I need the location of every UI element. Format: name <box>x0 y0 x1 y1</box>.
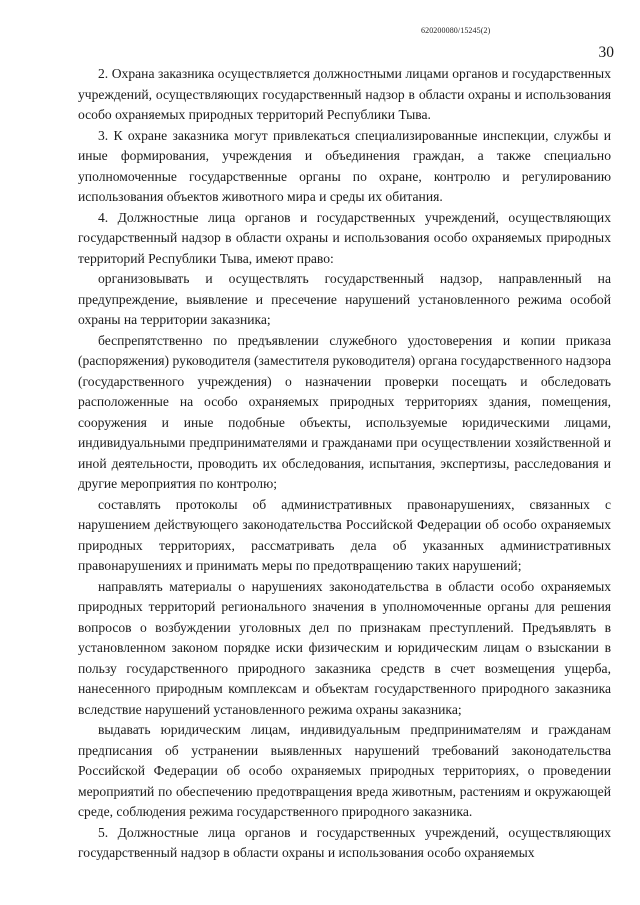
page-number: 30 <box>598 44 614 61</box>
paragraph-4-right-organize: организовывать и осуществлять государственный надзор, направленный на предупреждение, выявление и пресечение нарушений установленного режима особой охраны на территории заказника; <box>78 271 611 327</box>
document-code: 620200080/15245(2) <box>421 26 491 35</box>
paragraph-4-right-protocols: составлять протоколы об административных правонарушениях, связанных с нарушением действующего законодательства Российской Федерации об особо охраняемых природных территориях, рассматривать дела об указанных административных правонарушениях и принимать меры по предотвращению таких нарушений; <box>78 496 611 573</box>
paragraph-4-right-orders: выдавать юридическим лицам, индивидуальным предпринимателям и гражданам предписания об устранении выявленных нарушений требований законодательства Российской Федерации об особо охраняемых природных территориях, о проведении мероприятий по обеспечению предотвращения вреда животным, растениям и окружающей среде, соблюдения режима государственного природного заказника. <box>78 722 611 819</box>
document-body <box>78 64 611 864</box>
paragraph-4: 4. Должностные лица органов и государственных учреждений, осуществляющих государственный надзор в области охраны и использования особо охраняемых природных территорий Республики Тыва, имеют право: <box>78 209 611 266</box>
paragraph-4-right-inspect: беспрепятственно по предъявлении служебного удостоверения и копии приказа (распоряжения) руководителя (заместителя руководителя) органа государственного надзора (государственного учреждения) о назначении проверки посещать и обследовать расположенные на особо охраняемых природных территориях здания, помещения, сооружения и иные подобные объекты, используемые юридическими лицами, индивидуальными предпринимателями и гражданами при осуществлении хозяйственной и иной деятельности, проводить их обследования, испытания, экспертизы, расследования и другие мероприятия по контролю; <box>78 332 611 491</box>
paragraph-2: 2. Охрана заказника осуществляется должностными лицами органов и государственных учреждений, осуществляющих государственный надзор в области охраны и использования особо охраняемых природных территорий Республики Тыва. <box>78 66 611 122</box>
paragraph-4-right-materials: направлять материалы о нарушениях законодательства в области особо охраняемых природных территорий регионального значения в уполномоченные органы для решения вопросов о возбуждении уголовных дел по признакам преступлений. Предъявлять в установленном законом порядке иски физическим и юридическим лицам о взыскании в пользу государственного природного заказника средств в счет возмещения ущерба, нанесенного природным комплексам и объектам государственного природного заказника вследствие нарушений установленного режима охраны заказника; <box>78 578 611 717</box>
paragraph-3: 3. К охране заказника могут привлекаться специализированные инспекции, службы и иные формирования, учреждения и объединения граждан, а также специально уполномоченные государственные органы по охране, контролю и регулированию использования объектов животного мира и среды их обитания. <box>78 127 611 204</box>
paragraph-5: 5. Должностные лица органов и государственных учреждений, осуществляющих государственный надзор в области охраны и использования особо охраняемых <box>78 824 611 860</box>
